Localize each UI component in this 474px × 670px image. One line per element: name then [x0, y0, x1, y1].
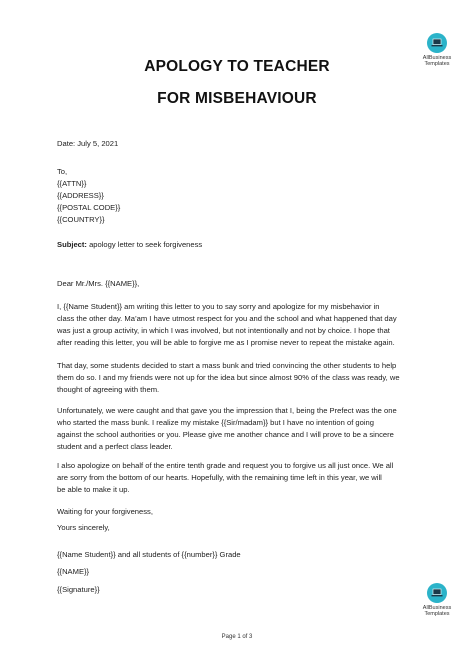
letter-date: Date: July 5, 2021: [57, 139, 119, 148]
closing: Yours sincerely,: [57, 523, 110, 532]
address-line: To,: [57, 167, 68, 176]
laptop-icon: [427, 33, 447, 53]
brand-name: AllBusiness Templates: [422, 55, 452, 67]
address-line: {{ADDRESS}}: [57, 191, 104, 200]
closing-wait: Waiting for your forgiveness,: [57, 507, 153, 516]
paragraph-3: Unfortunately, we were caught and that gave you the impression that I, being the Prefect was the one who started the mass bunk. I realize my mistake {{Sir/madam}} but I have no intention of going against the school authorities or you. Please give me another chance and I will prove to be a sincere student and a perfect class leader.: [57, 406, 397, 451]
address-line: {{COUNTRY}}: [57, 215, 105, 224]
address-line: {{ATTN}}: [57, 179, 87, 188]
subject-label: Subject:: [57, 240, 87, 249]
page-title-line-2: FOR MISBEHAVIOUR: [157, 90, 317, 107]
signoff-name: {{NAME}}: [57, 567, 90, 576]
page-title-line-1: APOLOGY TO TEACHER: [144, 58, 330, 75]
laptop-icon: [427, 583, 447, 603]
brand-logo-bottom[interactable]: [415, 583, 459, 617]
subject-text: apology letter to seek forgiveness: [86, 240, 203, 249]
address-line: {{POSTAL CODE}}: [57, 203, 121, 212]
page-number: Page 1 of 3: [221, 634, 253, 640]
subject-line: [57, 239, 427, 251]
paragraph-4: I also apologize on behalf of the entire tenth grade and request you to forgive us all just once. We all are sorry from the bottom of our hearts. Hopefully, with the remaining time left in this year, we will be able to make it up.: [57, 461, 394, 494]
brand-name: AllBusiness Templates: [422, 605, 452, 617]
signoff-names: {{Name Student}} and all students of {{number}} Grade: [57, 550, 241, 559]
salutation: Dear Mr./Mrs. {{NAME}},: [57, 279, 140, 288]
paragraph-1: I, {{Name Student}} am writing this letter to you to say sorry and apologize for my misbehavior in class the other day. Ma’am I have utmost respect for you and the school and what happened that day was just a group activity, in which I was involved, but not intentionally and not by choice. I hope that after reading this letter, you will be able to forgive me as I promise never to repeat the mistake again.: [57, 302, 397, 347]
signature: {{Signature}}: [57, 585, 100, 594]
recipient-address: [57, 166, 427, 226]
paragraph-2: That day, some students decided to start a mass bunk and tried convincing the other students to help them do so. I and my friends were not up for the idea but since almost 90% of the class was ready, we thought of agreeing with them.: [57, 361, 400, 394]
